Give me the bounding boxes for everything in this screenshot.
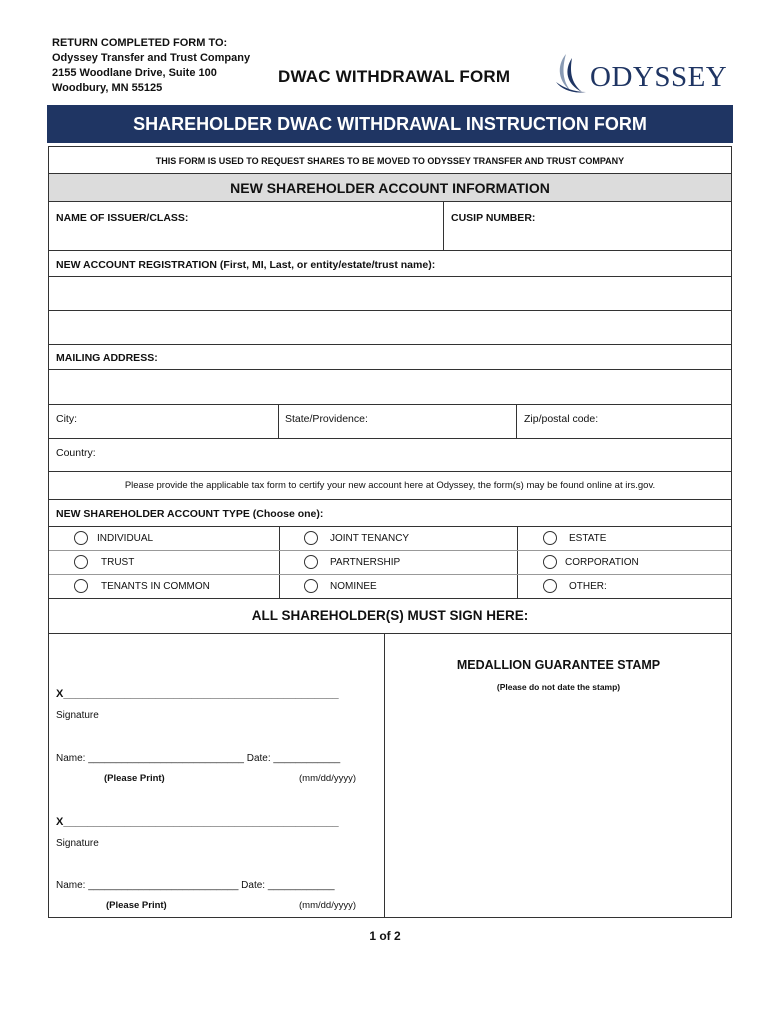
cusip-label: CUSIP NUMBER:	[451, 212, 536, 224]
option-nominee: NOMINEE	[330, 581, 377, 592]
state-field[interactable]	[279, 405, 517, 438]
form-banner: SHAREHOLDER DWAC WITHDRAWAL INSTRUCTION FORM	[47, 105, 733, 143]
issuer-label: NAME OF ISSUER/CLASS:	[56, 212, 189, 224]
sign-title: ALL SHAREHOLDER(S) MUST SIGN HERE:	[251, 608, 529, 623]
radio-corporation[interactable]	[543, 555, 557, 569]
sign-header	[49, 599, 731, 634]
city-label: City:	[56, 413, 77, 425]
intro-text: THIS FORM IS USED TO REQUEST SHARES TO BE MOVED TO ODYSSEY TRANSFER AND TRUST COMPANY	[155, 156, 625, 166]
radio-partnership[interactable]	[304, 555, 318, 569]
registration-field-2[interactable]	[49, 311, 731, 345]
intro-row	[49, 147, 731, 174]
radio-nominee[interactable]	[304, 579, 318, 593]
signature-label-1: Signature	[56, 710, 99, 721]
date-format-1: (mm/dd/yyyy)	[299, 773, 356, 784]
radio-joint-tenancy[interactable]	[304, 531, 318, 545]
option-joint-tenancy: JOINT TENANCY	[330, 533, 410, 544]
state-label: State/Providence:	[285, 413, 368, 425]
city-state-zip-row	[49, 405, 731, 439]
name-date-line-2[interactable]: Name: ___________________________ Date: ____________	[56, 880, 335, 891]
address-line: Odyssey Transfer and Trust Company	[52, 52, 251, 64]
radio-individual[interactable]	[74, 531, 88, 545]
country-label: Country:	[56, 447, 96, 459]
medallion-title: MEDALLION GUARANTEE STAMP	[456, 658, 661, 672]
zip-label: Zip/postal code:	[524, 413, 599, 425]
page-number: 1 of 2	[369, 929, 401, 943]
radio-trust[interactable]	[74, 555, 88, 569]
form-grid	[48, 146, 732, 918]
signature-line-2[interactable]: X_____________________________________________	[56, 816, 339, 828]
medallion-stamp-area[interactable]	[385, 696, 732, 916]
registration-label: NEW ACCOUNT REGISTRATION (First, MI, Last, or entity/estate/trust name):	[56, 259, 436, 271]
mailing-label-row	[49, 345, 731, 370]
option-partnership: PARTNERSHIP	[330, 557, 401, 568]
logo-text: ODYSSEY	[590, 61, 728, 93]
radio-other[interactable]	[543, 579, 557, 593]
logo-swoosh-icon	[552, 52, 588, 96]
name-date-line-1[interactable]: Name: ____________________________ Date: ____________	[56, 753, 341, 764]
tax-note: Please provide the applicable tax form to certify your new account here at Odyssey, the form(s) may be found online at irs.gov.	[124, 480, 656, 491]
account-type-title: NEW SHAREHOLDER ACCOUNT TYPE (Choose one):	[56, 508, 324, 520]
address-line: RETURN COMPLETED FORM TO:	[52, 37, 228, 49]
registration-label-row	[49, 251, 731, 277]
odyssey-logo	[552, 52, 728, 96]
radio-estate[interactable]	[543, 531, 557, 545]
form-title: DWAC WITHDRAWAL FORM	[278, 67, 511, 86]
country-field[interactable]	[49, 439, 731, 472]
tax-note-row	[49, 472, 731, 500]
address-line: Woodbury, MN 55125	[52, 82, 163, 94]
option-estate: ESTATE	[569, 533, 607, 544]
account-type-header	[49, 500, 731, 527]
mailing-label: MAILING ADDRESS:	[56, 352, 158, 364]
address-line: 2155 Woodlane Drive, Suite 100	[52, 67, 217, 79]
option-tenants-in-common: TENANTS IN COMMON	[101, 581, 210, 592]
signature-line-1[interactable]: X_____________________________________________	[56, 688, 339, 700]
signature-area	[49, 634, 731, 917]
signature-label-2: Signature	[56, 838, 99, 849]
section-header	[49, 174, 731, 202]
cusip-field[interactable]	[444, 202, 733, 250]
mailing-field[interactable]	[49, 370, 731, 405]
print-hint-1: (Please Print)	[104, 773, 165, 784]
registration-field-1[interactable]	[49, 277, 731, 311]
option-corporation: CORPORATION	[565, 557, 639, 568]
section-title: NEW SHAREHOLDER ACCOUNT INFORMATION	[230, 180, 550, 196]
medallion-note: (Please do not date the stamp)	[496, 682, 621, 692]
issuer-field[interactable]	[49, 202, 444, 250]
return-address	[52, 36, 250, 96]
account-type-options	[49, 527, 731, 599]
radio-tenants-in-common[interactable]	[74, 579, 88, 593]
zip-field[interactable]	[517, 405, 733, 438]
issuer-row	[49, 202, 731, 251]
option-individual: INDIVIDUAL	[97, 533, 154, 544]
print-hint-2: (Please Print)	[106, 900, 167, 911]
option-trust: TRUST	[101, 557, 135, 568]
city-field[interactable]	[49, 405, 279, 438]
date-format-2: (mm/dd/yyyy)	[299, 900, 356, 911]
option-other: OTHER:	[569, 581, 607, 592]
